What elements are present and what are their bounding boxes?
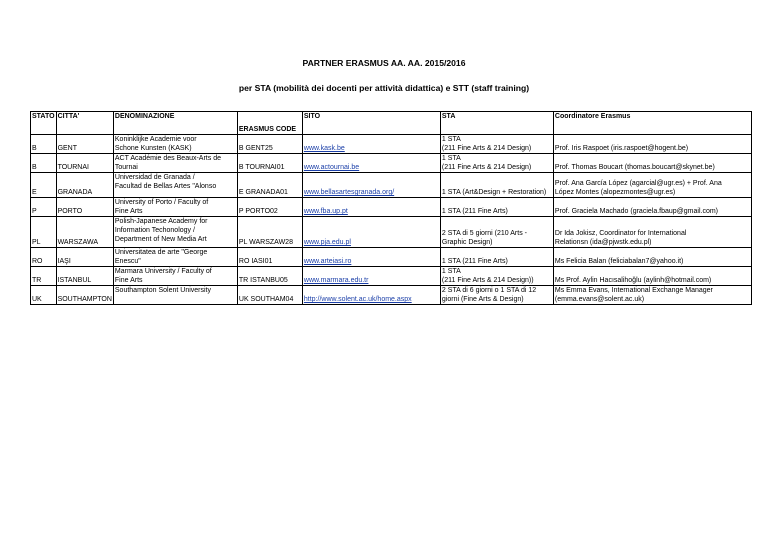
cell-sta-line: (211 Fine Arts & 214 Design)) — [441, 277, 534, 284]
page-title: PARTNER ERASMUS AA. AA. 2015/2016 — [302, 58, 466, 68]
cell-denominazione-line: Facultad de Bellas Artes "Alonso — [114, 183, 217, 190]
cell-coordinatore — [553, 248, 751, 267]
cell-denominazione — [113, 267, 237, 286]
table-row — [31, 154, 752, 173]
table-row — [31, 198, 752, 217]
cell-citta: IAŞI — [56, 248, 113, 267]
cell-sta — [440, 135, 553, 154]
cell-denominazione-line: Southampton Solent University — [114, 287, 211, 294]
cell-denominazione-line: Tournai — [114, 164, 138, 171]
cell-denominazione-line: Department of New Media Art — [114, 236, 207, 243]
cell-erasmus-code: P PORTO02 — [237, 198, 302, 217]
cell-coordinatore — [553, 217, 751, 248]
table-row — [31, 267, 752, 286]
cell-sta — [440, 154, 553, 173]
header-sito: SITO — [302, 112, 440, 135]
table-row — [31, 248, 752, 267]
header-coordinatore: Coordinatore Erasmus — [553, 112, 751, 135]
page-subtitle: per STA (mobilità dei docenti per attività didattica) e STT (staff training) — [238, 83, 530, 93]
cell-coordinatore-line: Dr Ida Jokisz, Coordinator for International — [554, 230, 687, 237]
cell-sta-line: (211 Fine Arts & 214 Design) — [441, 164, 532, 171]
cell-citta: PORTO — [56, 198, 113, 217]
cell-denominazione — [113, 154, 237, 173]
cell-erasmus-code: E GRANADA01 — [237, 173, 302, 198]
cell-denominazione-line: ACT Académie des Beaux-Arts de — [114, 155, 221, 162]
cell-coordinatore-line: Prof. Iris Raspoet (iris.raspoet@hogent.be) — [554, 145, 689, 152]
cell-denominazione — [113, 286, 237, 305]
cell-denominazione-line: Enescu" — [114, 258, 141, 265]
cell-sta-line: (211 Fine Arts & 214 Design) — [441, 145, 532, 152]
cell-sito — [302, 217, 440, 248]
cell-sta — [440, 267, 553, 286]
cell-stato: B — [31, 154, 57, 173]
cell-sito — [302, 135, 440, 154]
website-link[interactable]: www.kask.be — [303, 145, 345, 152]
cell-sta-line: 1 STA (Art&Design + Restoration) — [441, 189, 547, 196]
cell-coordinatore-line: Prof. Graciela Machado (graciela.fbaup@gmail.com) — [554, 208, 719, 215]
cell-sta — [440, 248, 553, 267]
cell-erasmus-code: TR ISTANBU05 — [237, 267, 302, 286]
cell-denominazione-line: Koninklijke Academie voor — [114, 136, 197, 143]
cell-denominazione-line: Polish-Japanese Academy for — [114, 218, 208, 225]
cell-coordinatore — [553, 154, 751, 173]
cell-sito — [302, 267, 440, 286]
cell-erasmus-code: B GENT25 — [237, 135, 302, 154]
website-link[interactable]: http://www.solent.ac.uk/home.aspx — [303, 296, 412, 303]
cell-sta-line: giorni (Fine Arts & Design) — [441, 296, 524, 303]
cell-sta-line: 1 STA (211 Fine Arts) — [441, 208, 508, 215]
cell-denominazione — [113, 135, 237, 154]
table-row — [31, 135, 752, 154]
cell-citta: ISTANBUL — [56, 267, 113, 286]
cell-citta: SOUTHAMPTON — [56, 286, 113, 305]
cell-coordinatore — [553, 267, 751, 286]
cell-stato: UK — [31, 286, 57, 305]
header-stato: STATO — [31, 112, 57, 135]
cell-denominazione — [113, 217, 237, 248]
cell-sta-line: 1 STA — [441, 155, 461, 162]
cell-coordinatore-line: Ms Prof. Aylin Hacısalihoğlu (aylinh@hotmail.com) — [554, 277, 712, 284]
header-denominazione: DENOMINAZIONE — [113, 112, 237, 135]
cell-coordinatore-line: Ms Felicia Balan (feliciabalan7@yahoo.it) — [554, 258, 684, 265]
cell-sta — [440, 217, 553, 248]
cell-denominazione-line: Information Techonology / — [114, 227, 195, 234]
cell-sta-line: 2 STA di 5 giorni (210 Arts - — [441, 230, 527, 237]
cell-sta-line: Graphic Design) — [441, 239, 493, 246]
website-link[interactable]: www.fba.up.pt — [303, 208, 348, 215]
cell-sta-line: 1 STA — [441, 136, 461, 143]
cell-stato: B — [31, 135, 57, 154]
website-link[interactable]: www.bellasartesgranada.org/ — [303, 189, 395, 196]
cell-coordinatore — [553, 135, 751, 154]
cell-sito — [302, 198, 440, 217]
cell-sta-line: 2 STA di 6 giorni o 1 STA di 12 — [441, 287, 537, 294]
cell-citta: WARSZAWA — [56, 217, 113, 248]
cell-denominazione — [113, 173, 237, 198]
cell-stato: PL — [31, 217, 57, 248]
cell-coordinatore-line: Ms Emma Evans, International Exchange Manager — [554, 287, 713, 294]
website-link[interactable]: www.arteiasi.ro — [303, 258, 352, 265]
cell-sta-line: 1 STA (211 Fine Arts) — [441, 258, 508, 265]
cell-coordinatore-line: Relationsn (ida@pjwstk.edu.pl) — [554, 239, 652, 246]
cell-sta — [440, 198, 553, 217]
table-row — [31, 286, 752, 305]
cell-coordinatore-line: Prof. Thomas Boucart (thomas.boucart@skynet.be) — [554, 164, 715, 171]
cell-stato: RO — [31, 248, 57, 267]
cell-denominazione-line: Marmara University / Faculty of — [114, 268, 212, 275]
cell-stato: P — [31, 198, 57, 217]
cell-sito — [302, 173, 440, 198]
cell-denominazione-line: Universidad de Granada / — [114, 174, 195, 181]
cell-coordinatore-line: Prof. Ana García López (agarcial@ugr.es) + Prof. Ana — [554, 180, 722, 187]
cell-coordinatore-line: (emma.evans@solent.ac.uk) — [554, 296, 645, 303]
cell-sta-line: 1 STA — [441, 268, 461, 275]
header-erasmus-code: ERASMUS CODE — [237, 112, 302, 135]
partners-table — [30, 111, 752, 305]
cell-denominazione-line: Fine Arts — [114, 277, 143, 284]
cell-erasmus-code: UK SOUTHAM04 — [237, 286, 302, 305]
cell-stato: E — [31, 173, 57, 198]
cell-sta — [440, 173, 553, 198]
cell-denominazione-line: Universitatea de arte "George — [114, 249, 208, 256]
website-link[interactable]: www.marmara.edu.tr — [303, 277, 369, 284]
table-row — [31, 173, 752, 198]
header-sta: STA — [440, 112, 553, 135]
cell-stato: TR — [31, 267, 57, 286]
cell-erasmus-code: PL WARSZAW28 — [237, 217, 302, 248]
table-header-row — [31, 112, 752, 135]
cell-sta — [440, 286, 553, 305]
cell-coordinatore — [553, 198, 751, 217]
cell-denominazione-line: Fine Arts — [114, 208, 143, 215]
header-citta: CITTA' — [56, 112, 113, 135]
table-row — [31, 217, 752, 248]
website-link[interactable]: www.pja.edu.pl — [303, 239, 351, 246]
cell-citta: TOURNAI — [56, 154, 113, 173]
cell-coordinatore-line: López Montes (alopezmontes@ugr.es) — [554, 189, 676, 196]
cell-coordinatore — [553, 286, 751, 305]
cell-denominazione — [113, 248, 237, 267]
website-link[interactable]: www.actournai.be — [303, 164, 360, 171]
cell-erasmus-code: B TOURNAI01 — [237, 154, 302, 173]
cell-sito — [302, 154, 440, 173]
cell-sito — [302, 286, 440, 305]
cell-denominazione-line: Schone Kunsten (KASK) — [114, 145, 192, 152]
cell-coordinatore — [553, 173, 751, 198]
cell-denominazione — [113, 198, 237, 217]
cell-denominazione-line: University of Porto / Faculty of — [114, 199, 209, 206]
cell-citta: GRANADA — [56, 173, 113, 198]
cell-erasmus-code: RO IASI01 — [237, 248, 302, 267]
cell-sito — [302, 248, 440, 267]
cell-citta: GENT — [56, 135, 113, 154]
